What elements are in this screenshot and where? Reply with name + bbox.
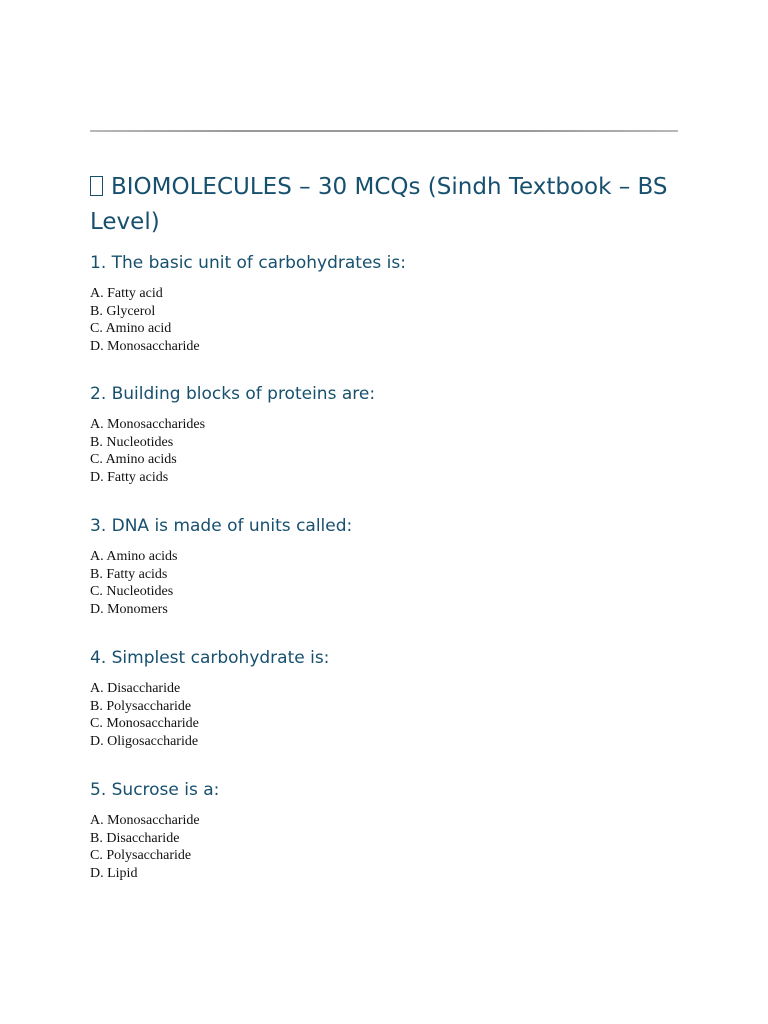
option-item: C. Polysaccharide [90, 848, 192, 864]
option-list [90, 285, 200, 356]
option-item: A. Disaccharide [90, 681, 181, 696]
option-item: C. Nucleotides [90, 584, 174, 600]
option-item: D. Monomers [90, 602, 168, 618]
document-title [90, 170, 680, 240]
horizontal-rule [90, 130, 678, 132]
question-1 [90, 252, 680, 355]
option-item: B. Glycerol [90, 303, 156, 319]
option-list [90, 416, 205, 487]
option-item: D. Monosaccharide [90, 339, 200, 355]
option-item: A. Monosaccharide [90, 813, 200, 828]
question-4 [90, 647, 680, 750]
option-list [90, 812, 200, 883]
option-list [90, 680, 199, 751]
option-item: A. Monosaccharides [90, 417, 206, 432]
option-item: C. Monosaccharide [90, 716, 199, 732]
question-heading: 3. DNA is made of units called: [90, 516, 353, 536]
option-item: A. Amino acids [90, 549, 178, 564]
question-heading: 2. Building blocks of proteins are: [90, 384, 376, 404]
option-item: B. Fatty acids [90, 566, 168, 582]
option-item: C. Amino acid [90, 321, 172, 337]
question-heading: 1. The basic unit of carbohydrates is: [90, 253, 406, 273]
option-item: B. Polysaccharide [90, 698, 192, 714]
option-item: D. Lipid [90, 866, 138, 882]
option-list [90, 548, 178, 619]
question-heading: 4. Simplest carbohydrate is: [90, 648, 330, 668]
option-item: C. Amino acids [90, 452, 177, 468]
option-item: B. Disaccharide [90, 830, 180, 846]
document-title-text: BIOMOLECULES – 30 MCQs (Sindh Textbook – BS Level) [90, 174, 668, 235]
option-item: B. Nucleotides [90, 434, 174, 450]
missing-glyph-icon [90, 176, 103, 196]
option-item: D. Fatty acids [90, 470, 169, 486]
question-5 [90, 779, 680, 882]
option-item: D. Oligosaccharide [90, 734, 199, 750]
question-2 [90, 383, 680, 486]
option-item: A. Fatty acid [90, 286, 163, 301]
question-heading: 5. Sucrose is a: [90, 780, 220, 800]
question-3 [90, 515, 680, 618]
